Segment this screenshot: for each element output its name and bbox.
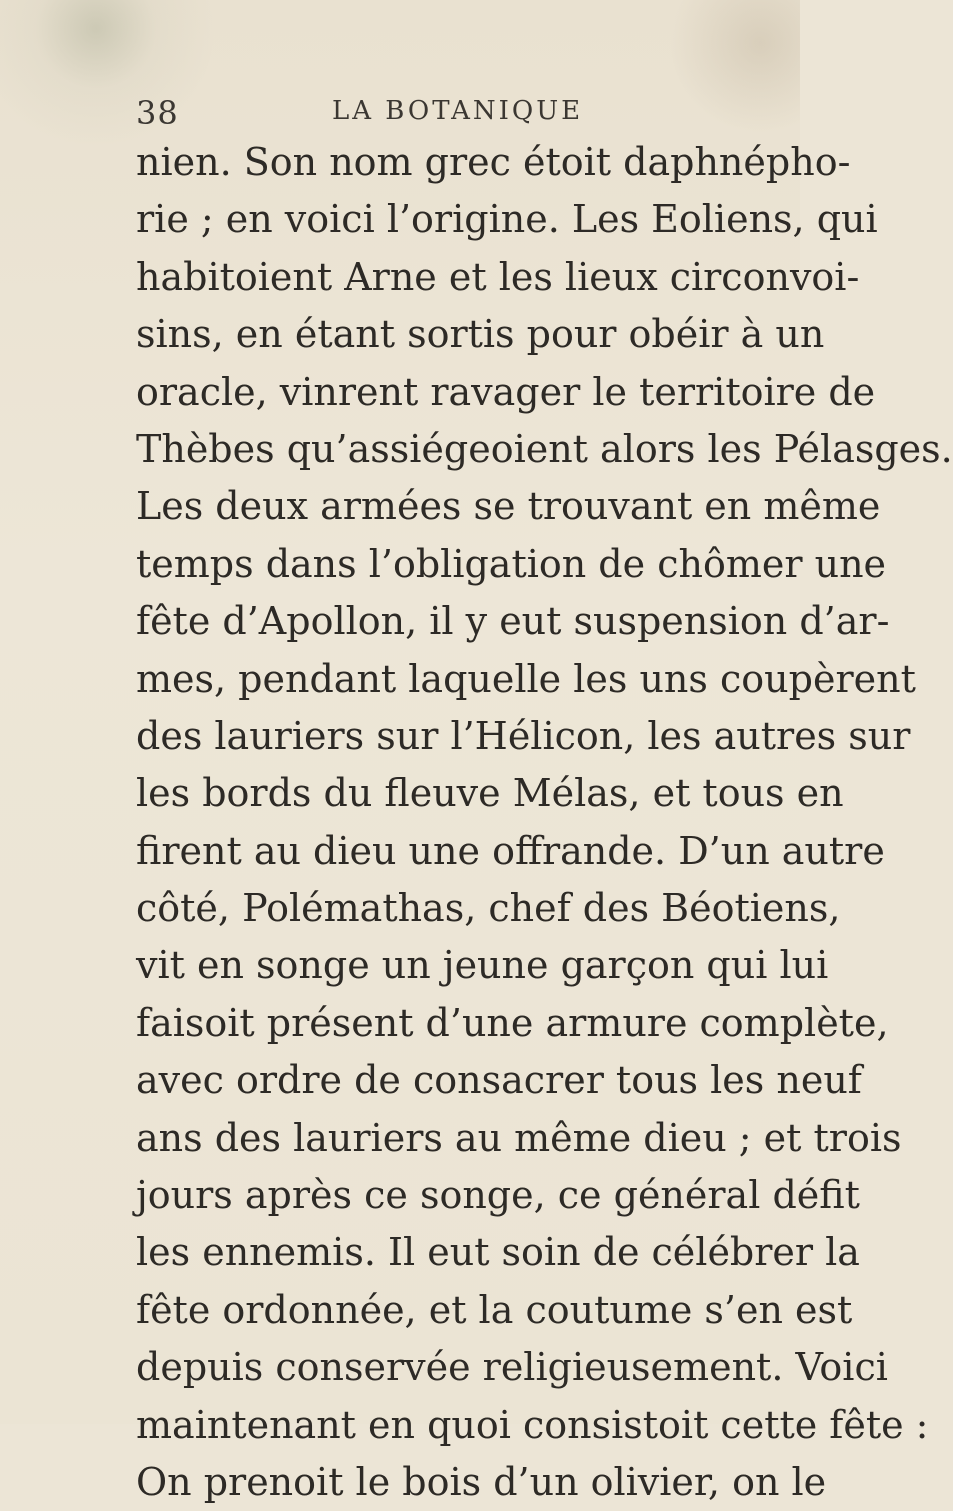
text-line: côté, Polémathas, chef des Béotiens, — [136, 886, 841, 931]
text-line: vit en songe un jeune garçon qui lui — [136, 943, 829, 988]
text-line: jours après ce songe, ce général défit — [136, 1173, 860, 1218]
text-line: sins, en étant sortis pour obéir à un — [136, 312, 825, 357]
text-line: faisoit présent d’une armure complète, — [136, 1000, 889, 1045]
text-line: mes, pendant laquelle les uns coupèrent — [136, 656, 916, 701]
text-line: ans des lauriers au même dieu ; et trois — [136, 1115, 902, 1160]
text-line: oracle, vinrent ravager le territoire de — [136, 369, 876, 414]
page-number: 38 — [136, 94, 179, 132]
body-text — [136, 134, 953, 1511]
page-header — [136, 94, 676, 134]
text-line: maintenant en quoi consistoit cette fête : — [136, 1402, 929, 1447]
text-line: Les deux armées se trouvant en même — [136, 484, 881, 529]
text-line: fête d’Apollon, il y eut suspension d’ar- — [136, 599, 890, 644]
text-line: depuis conservée religieusement. Voici — [136, 1345, 888, 1390]
text-line: nien. Son nom grec étoit daphnépho- — [136, 140, 851, 184]
text-line: les ennemis. Il eut soin de célébrer la — [136, 1230, 860, 1275]
text-line: temps dans l’obligation de chômer une — [136, 541, 887, 586]
text-line: habitoient Arne et les lieux circonvoi- — [136, 254, 860, 299]
text-line: rie ; en voici l’origine. Les Eoliens, qui — [136, 197, 878, 242]
text-line: fête ordonnée, et la coutume s’en est — [136, 1287, 853, 1332]
text-line: Thèbes qu’assiégeoient alors les Pélasges. — [136, 426, 953, 471]
text-line: avec ordre de consacrer tous les neuf — [136, 1058, 862, 1103]
text-line: des lauriers sur l’Hélicon, les autres sur — [136, 713, 911, 758]
text-line: On prenoit le bois d’un olivier, on le — [136, 1459, 827, 1504]
running-head: LA BOTANIQUE — [332, 96, 584, 126]
text-line: firent au dieu une offrande. D’un autre — [136, 828, 885, 873]
text-line: les bords du fleuve Mélas, et tous en — [136, 771, 844, 816]
